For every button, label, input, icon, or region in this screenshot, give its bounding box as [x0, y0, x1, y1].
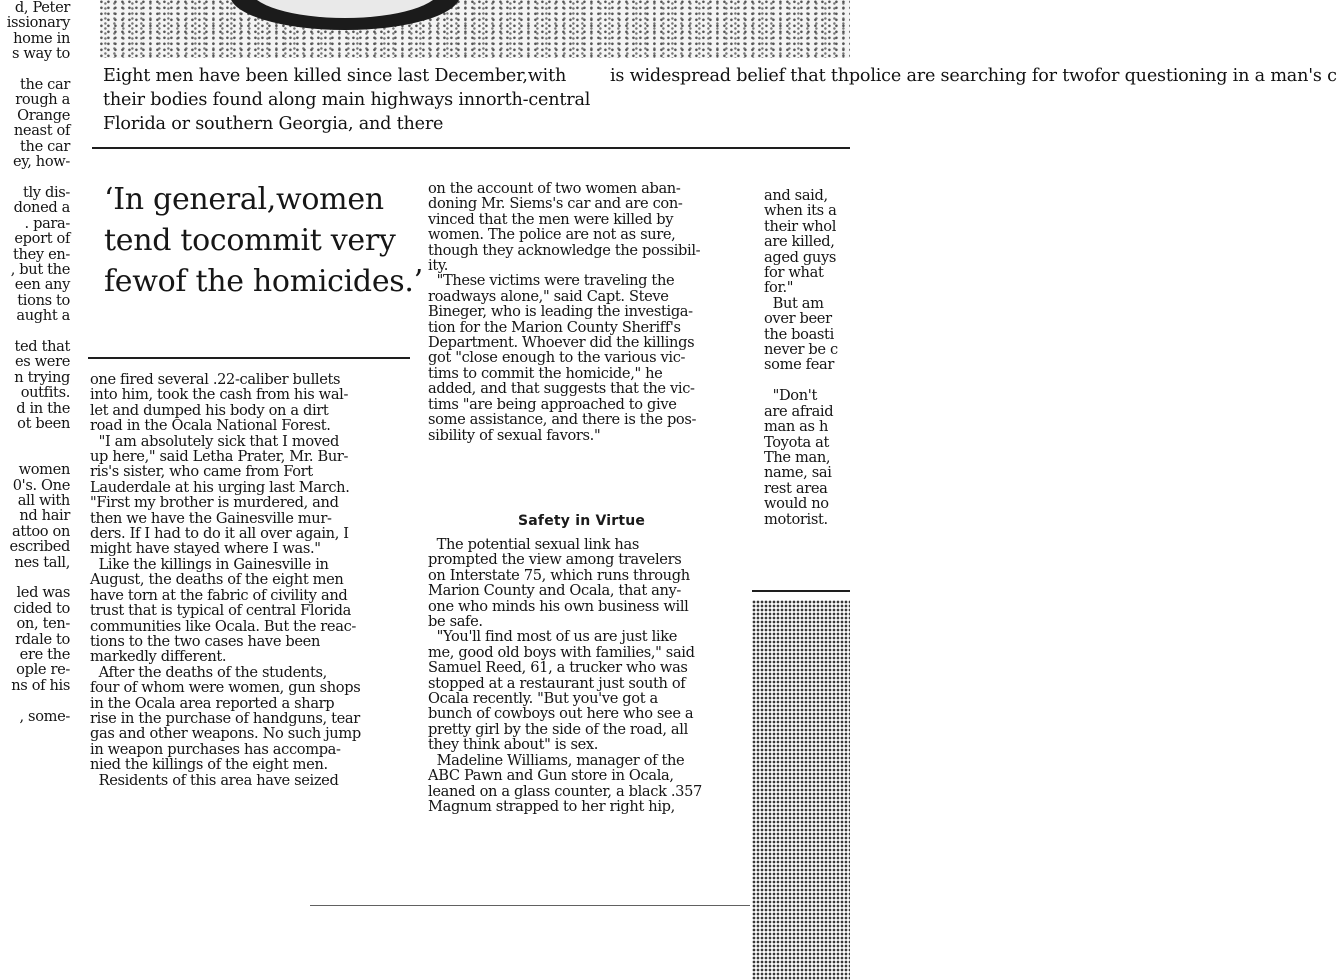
text-line: attoo on — [11, 522, 70, 540]
text-line: aged guys — [764, 248, 836, 266]
news-photo — [100, 0, 850, 58]
photo-caption-right — [610, 65, 1337, 89]
text-line: pretty girl by the side of the road, all — [428, 720, 688, 738]
text-line: escribed — [9, 538, 70, 556]
text-line: me, good old boys with families," said — [428, 643, 695, 661]
text-line: are afraid — [764, 402, 834, 420]
text-line: led was — [16, 584, 70, 602]
text-line: outfits. — [20, 384, 70, 402]
text-line: home in — [13, 29, 70, 47]
text-line: Marion County and Ocala, that any- — [428, 582, 682, 600]
text-line: and said, — [764, 187, 828, 204]
text-line: sibility of sexual favors." — [428, 426, 601, 444]
text-line: ris's sister, who came from Fort — [90, 463, 313, 481]
text-line: stopped at a restaurant just south of — [428, 674, 686, 692]
text-line: the boasti — [764, 325, 834, 343]
right-column-rule — [752, 590, 850, 592]
caption-line: for questioning in a man's c — [1094, 66, 1337, 86]
caption-line: Eight men have been killed since last December, — [103, 66, 528, 86]
text-line: Orange — [17, 106, 70, 124]
text-line: Toyota at — [764, 433, 830, 451]
text-line: Ocala recently. "But you've got a — [428, 690, 658, 708]
text-line: rest area — [764, 479, 828, 497]
text-line: nd hair — [19, 507, 70, 525]
text-line: neast of — [13, 122, 70, 140]
text-line: ople re- — [16, 661, 70, 679]
text-line: ey, how- — [12, 153, 70, 171]
text-line: Samuel Reed, 61, a trucker who was — [428, 659, 688, 677]
text-line: trust that is typical of central Florida — [90, 602, 351, 620]
text-line — [0, 447, 70, 462]
caption-line: is widespread belief that th — [610, 66, 849, 86]
text-line: on the account of two women aban- — [428, 180, 681, 197]
text-line: Lauderdale at his urging last March. — [90, 478, 350, 496]
text-line: 0's. One — [12, 476, 70, 494]
pull-quote-line: commit very few — [104, 223, 396, 299]
photo-caption-left — [103, 65, 593, 136]
text-line: motorist. — [764, 510, 828, 528]
text-line: ns of his — [11, 676, 70, 694]
text-line: But am — [764, 294, 824, 312]
text-line: all with — [17, 492, 70, 509]
text-line: tly dis- — [22, 183, 70, 201]
text-line: the car — [20, 137, 70, 155]
text-line: ot been — [17, 414, 70, 432]
text-line — [764, 373, 850, 388]
text-line: added, and that suggests that the vic- — [428, 380, 695, 398]
text-line: , but the — [10, 260, 70, 278]
text-line: over beer — [764, 310, 832, 328]
text-line — [0, 169, 70, 184]
text-line: eport of — [14, 230, 70, 248]
text-line: The potential sexual link has — [428, 536, 639, 553]
text-line: might have stayed where I was." — [90, 540, 321, 558]
text-line — [0, 62, 70, 77]
pull-quote-line: women tend to — [104, 182, 384, 258]
text-line: rise in the purchase of handguns, tear — [90, 709, 360, 727]
halftone-photo — [752, 600, 850, 980]
text-line: some assistance, and there is the pos- — [428, 411, 697, 429]
text-line: have torn at the fabric of civility and — [90, 586, 348, 604]
text-line: s way to — [11, 45, 70, 63]
text-line: leaned on a glass counter, a black .357 — [428, 782, 702, 800]
text-line: road in the Ocala National Forest. — [90, 417, 331, 435]
text-line: tions to the two cases have been — [90, 632, 321, 650]
text-line: markedly different. — [90, 648, 227, 666]
text-line: they think about" is sex. — [428, 736, 599, 754]
text-line: issionary — [6, 14, 70, 32]
text-line: , some- — [19, 707, 70, 725]
text-line: they en- — [13, 245, 70, 263]
text-line: Bineger, who is leading the investiga- — [428, 303, 693, 321]
pull-quote-rule — [88, 357, 410, 359]
text-line: "These victims were traveling the — [428, 272, 675, 290]
article-column-one — [90, 372, 415, 788]
text-line: gas and other weapons. No such jump — [90, 725, 361, 743]
text-line: prompted the view among travelers — [428, 551, 682, 569]
text-line: are killed, — [764, 233, 835, 251]
text-line: ity. — [428, 257, 449, 275]
text-line: vinced that the men were killed by — [428, 210, 674, 228]
text-line: one fired several .22-caliber bullets — [90, 371, 341, 388]
text-line: ders. If I had to do it all over again, I — [90, 525, 349, 543]
text-line: their whol — [764, 217, 837, 235]
text-line — [0, 324, 70, 339]
text-line: got "close enough to the various vic- — [428, 349, 686, 367]
text-line: though they acknowledge the possibil- — [428, 241, 701, 259]
text-line: nied the killings of the eight men. — [90, 756, 328, 774]
text-line: bunch of cowboys out here who see a — [428, 705, 694, 723]
caption-rule — [92, 147, 850, 149]
text-line: Magnum strapped to her right hip, — [428, 797, 675, 815]
text-line: when its a — [764, 202, 837, 220]
text-line: name, sai — [764, 464, 832, 482]
text-line: cided to — [13, 599, 70, 617]
text-line: "First my brother is murdered, and — [90, 494, 339, 512]
text-line: never be c — [764, 341, 838, 359]
bottom-rule — [310, 905, 750, 906]
text-line: The man, — [764, 448, 831, 466]
text-line: een any — [14, 276, 70, 294]
text-line: be safe. — [428, 613, 483, 631]
text-line: into him, took the cash from his wal- — [90, 386, 349, 404]
text-line: August, the deaths of the eight men — [90, 571, 344, 589]
text-line: women — [18, 461, 70, 479]
text-line: the car — [20, 76, 70, 94]
text-line: . para- — [24, 214, 70, 232]
text-line: then we have the Gainesville mur- — [90, 509, 332, 527]
caption-line: police are searching for two — [848, 66, 1095, 86]
text-line: one who minds his own business will — [428, 597, 689, 615]
text-line: ABC Pawn and Gun store in Ocala, — [428, 767, 674, 785]
text-line: "Don't — [764, 387, 817, 405]
text-line: in the Ocala area reported a sharp — [90, 694, 335, 712]
text-line: doned a — [13, 199, 70, 217]
text-line: roadways alone," said Capt. Steve — [428, 287, 669, 305]
article-column-two-bottom — [428, 537, 748, 814]
text-line: "You'll find most of us are just like — [428, 628, 677, 646]
text-line: tion for the Marion County Sheriff's — [428, 318, 681, 336]
text-line: After the deaths of the students, — [90, 663, 327, 681]
text-line: ted that — [14, 337, 70, 355]
text-line: rough a — [15, 91, 70, 109]
text-line: for what — [764, 264, 824, 282]
pull-quote-line: of the homicides.’ — [157, 264, 423, 299]
text-line: on Interstate 75, which runs through — [428, 566, 690, 584]
text-line — [0, 570, 70, 585]
text-line: Department. Whoever did the killings — [428, 334, 695, 352]
text-line: would no — [764, 495, 829, 513]
text-line: tims to commit the homicide," he — [428, 364, 663, 382]
text-line: let and dumped his body on a dirt — [90, 401, 329, 419]
text-line — [0, 693, 70, 708]
text-line: nes tall, — [14, 553, 70, 571]
text-line: n trying — [14, 368, 70, 386]
text-line: aught a — [16, 307, 70, 325]
pull-quote-line: ‘In general, — [104, 182, 277, 217]
text-line: d in the — [16, 399, 70, 417]
section-subhead: Safety in Virtue — [518, 513, 646, 529]
text-line: on, ten- — [16, 615, 70, 633]
caption-line: with their bodies found along main highways in — [103, 66, 567, 110]
text-line: women. The police are not as sure, — [428, 226, 676, 244]
text-line: "I am absolutely sick that I moved — [90, 432, 339, 450]
text-line: up here," said Letha Prater, Mr. Bur- — [90, 448, 349, 466]
right-column-text — [764, 188, 850, 527]
text-line: tims "are being approached to give — [428, 395, 677, 413]
text-line: some fear — [764, 356, 834, 374]
text-line: man as h — [764, 418, 829, 436]
text-line: es were — [14, 353, 70, 371]
text-line: tions to — [17, 291, 70, 309]
text-line — [0, 431, 70, 446]
text-line: Madeline Williams, manager of the — [428, 751, 685, 769]
caption-line: north-central Florida or southern Georgia, and there — [103, 89, 591, 134]
text-line: communities like Ocala. But the reac- — [90, 617, 356, 635]
text-line: for." — [764, 279, 794, 297]
text-line: d, Peter — [14, 0, 70, 16]
pull-quote — [104, 179, 424, 302]
text-line: four of whom were women, gun shops — [90, 679, 361, 697]
text-line: in weapon purchases has accompa- — [90, 740, 341, 758]
text-line: ere the — [19, 646, 70, 664]
text-line: Like the killings in Gainesville in — [90, 555, 329, 573]
article-column-two-top — [428, 181, 748, 443]
text-line: rdale to — [15, 630, 70, 648]
text-line: doning Mr. Siems's car and are con- — [428, 195, 683, 213]
text-line: Residents of this area have seized — [90, 771, 339, 789]
left-column-text — [0, 0, 70, 724]
